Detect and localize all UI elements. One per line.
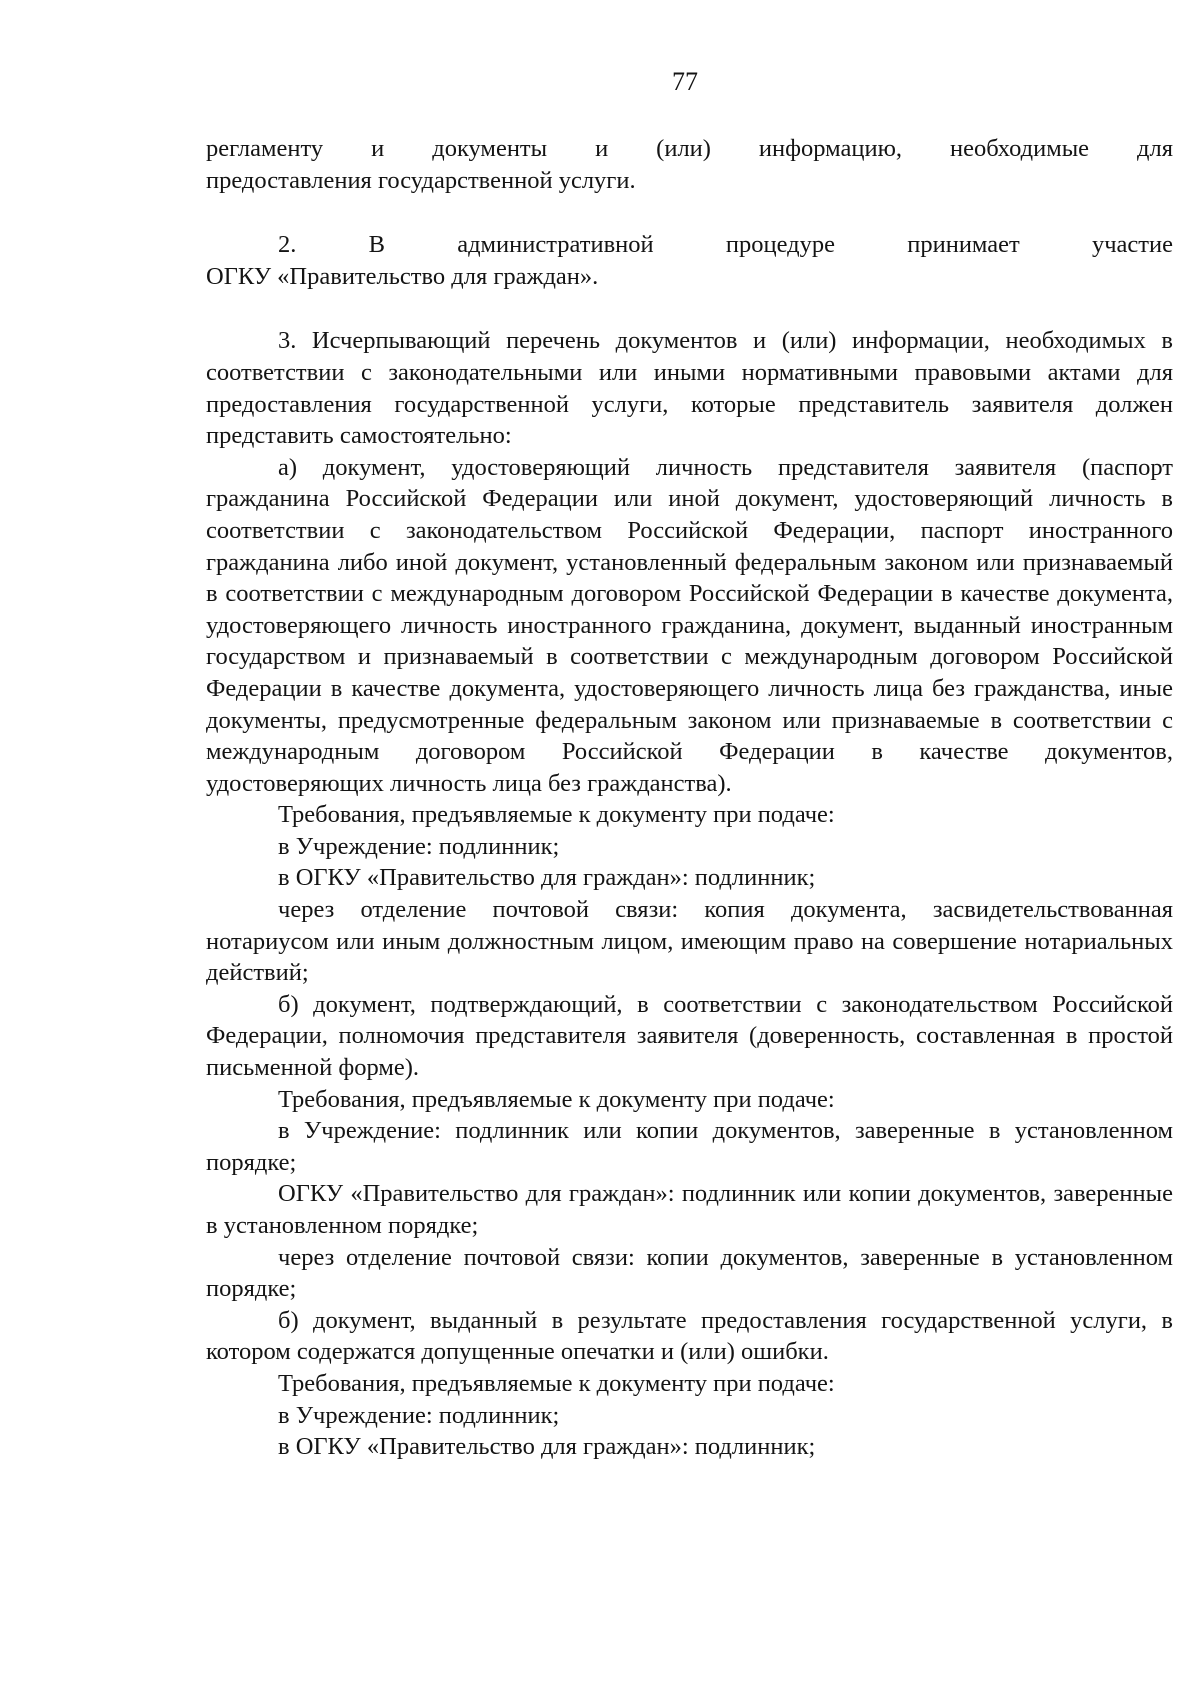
paragraph-ogku-2: ОГКУ «Правительство для граждан»: подлинник или копии документов, заверенные в установленном порядке;	[206, 1180, 1173, 1239]
paragraph-item-3a: а) документ, удостоверяющий личность представителя заявителя (паспорт гражданина Российской Федерации или иной документ, удостоверяющий личность в соответствии с законодательством Российской Федерации, паспорт иностранного гражданина либо иной документ, установленный федеральным законом или признаваемый в соответствии с международным договором Российской Федерации в качестве документа, удостоверяющего личность иностранного гражданина, документ, выданный иностранным государством и признаваемый в соответствии с международным договором Российской Федерации в качестве документа, удостоверяющего личность лица без гражданства, иные документы, предусмотренные федеральным законом или признаваемые в соответствии с международным договором Российской Федерации в качестве документов, удостоверяющих личность лица без гражданства).	[206, 453, 1173, 797]
paragraph-item-3b-second: б) документ, выданный в результате предоставления государственной услуги, в котором содержатся допущенные опечатки и (или) ошибки.	[206, 1306, 1173, 1366]
paragraph-institution-1: в Учреждение: подлинник;	[278, 832, 560, 860]
document-body	[206, 133, 1173, 1463]
paragraph-ogku-3: в ОГКУ «Правительство для граждан»: подлинник;	[278, 1433, 816, 1461]
paragraph-item-2-line-2: ОГКУ «Правительство для граждан».	[206, 262, 599, 290]
paragraph-institution-3: в Учреждение: подлинник;	[278, 1401, 560, 1429]
paragraph-requirements-3: Требования, предъявляемые к документу при подаче:	[278, 1369, 835, 1397]
paragraph-item-3b: б) документ, подтверждающий, в соответствии с законодательством Российской Федерации, полномочия представителя заявителя (доверенность, составленная в простой письменной форме).	[206, 990, 1173, 1082]
paragraph-item-3: 3. Исчерпывающий перечень документов и (или) информации, необходимых в соответствии с законодательными или иными нормативными правовыми актами для предоставления государственной услуги, которые представитель заявителя должен представить самостоятельно:	[206, 327, 1173, 450]
paragraph-post-1: через отделение почтовой связи: копия документа, засвидетельствованная нотариусом или иным должностным лицом, имеющим право на совершение нотариальных действий;	[206, 896, 1173, 987]
page-number: 77	[672, 67, 698, 96]
paragraph-continuation-line-2: предоставления государственной услуги.	[206, 166, 636, 194]
paragraph-ogku-1: в ОГКУ «Правительство для граждан»: подлинник;	[278, 864, 816, 892]
paragraph-item-2-line-1: 2. В административной процедуре принимает участие	[278, 231, 1173, 259]
paragraph-post-2: через отделение почтовой связи: копии документов, заверенные в установленном порядке;	[206, 1243, 1173, 1303]
paragraph-requirements-2: Требования, предъявляемые к документу при подаче:	[278, 1085, 835, 1113]
paragraph-requirements-1: Требования, предъявляемые к документу при подаче:	[278, 801, 835, 829]
paragraph-institution-2: в Учреждение: подлинник или копии документов, заверенные в установленном порядке;	[206, 1117, 1173, 1176]
paragraph-continuation-line-1: регламенту и документы и (или) информацию, необходимые для	[206, 135, 1173, 162]
